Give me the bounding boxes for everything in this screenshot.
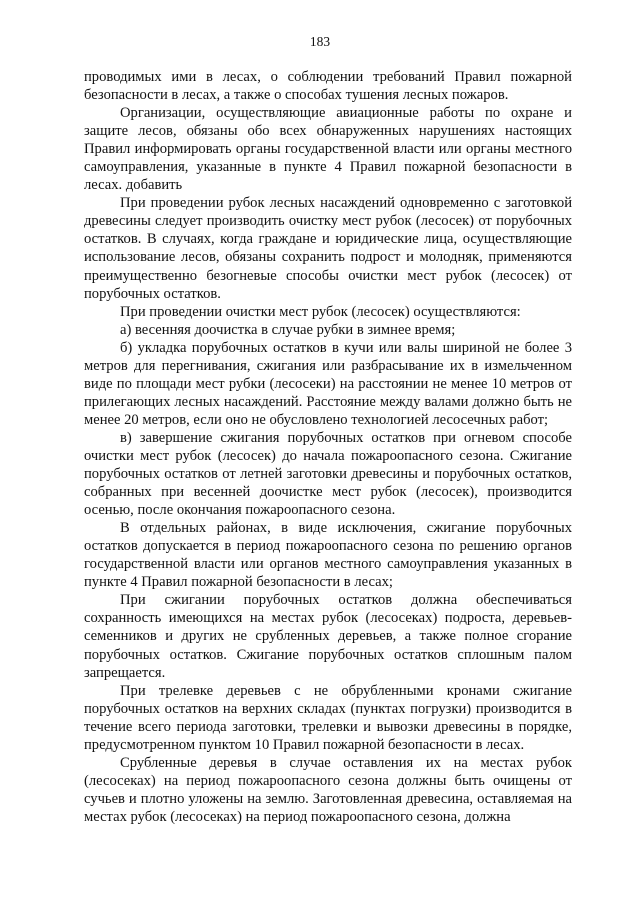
paragraph-item-v: в) завершение сжигания порубочных остатков при огневом способе очистки мест рубок (лесосек) до начала пожароопасного сезона. Сжигание порубочных остатков от летней заготовки древесины и порубочных остатков, собранных при весенней доочистке мест рубок (лесосек), производится осенью, после окончания пожароопасного сезона. bbox=[84, 429, 572, 519]
paragraph-item-b: б) укладка порубочных остатков в кучи или валы шириной не более 3 метров для перегнивания, сжигания или разбрасывание их в измельченном виде по площади мест рубки (лесосеки) на расстоянии не менее 10 метров от прилегающих лесных насаждений. Расстояние между валами должно быть не менее 20 метров, если оно не обусловлено технологией лесосечных работ; bbox=[84, 339, 572, 428]
paragraph-aviation-organizations: Организации, осуществляющие авиационные работы по охране и защите лесов, обязаны обо всех обнаруженных нарушениях настоящих Правил информировать органы государственной власти или органы местного самоуправления, указанные в пункте 4 Правил пожарной безопасности в лесах. добавить bbox=[84, 105, 572, 194]
paragraph-felled-trees: Срубленные деревья в случае оставления их на местах рубок (лесосеках) на период пожароопасного сезона должны быть очищены от сучьев и плотно уложены на землю. Заготовленная древесина, оставляемая на местах рубок (лесосеках) на период пожароопасного сезона, должна bbox=[84, 754, 572, 825]
paragraph-item-a: а) весенняя доочистка в случае рубки в зимнее время; bbox=[120, 321, 456, 338]
document-body bbox=[84, 68, 572, 826]
paragraph-exception-burning: В отдельных районах, в виде исключения, сжигание порубочных остатков допускается в период пожароопасного сезона по решению органов государственной власти или органов местного самоуправления указанных в пункте 4 Правил пожарной безопасности в лесах; bbox=[84, 520, 572, 591]
paragraph-fire-safety-compliance: проводимых ими в лесах, о соблюдении требований Правил пожарной безопасности в лесах, а также о способах тушения лесных пожаров. bbox=[84, 69, 572, 104]
paragraph-felling-cleanup: При проведении рубок лесных насаждений одновременно с заготовкой древесины следует производить очистку мест рубок (лесосек) от порубочных остатков. В случаях, когда граждане и юридические лица, осуществляющие использование лесов, обязаны сохранить подрост и молодняк, применяются преимущественно безогневые способы очистки мест рубок (лесосек) от порубочных остатков. bbox=[84, 195, 572, 302]
paragraph-cleanup-intro: При проведении очистки мест рубок (лесосек) осуществляются: bbox=[120, 303, 521, 320]
page-number: 183 bbox=[309, 34, 331, 49]
paragraph-burning-safety: При сжигании порубочных остатков должна обеспечиваться сохранность имеющихся на местах рубок (лесосеках) подроста, деревьев-семенников и других не срубленных деревьев, а также полное сгорание порубочных остатков. Сжигание порубочных остатков сплошным палом запрещается. bbox=[84, 592, 572, 681]
paragraph-skidding-burning: При трелевке деревьев с не обрубленными кронами сжигание порубочных остатков на верхних складах (пунктах погрузки) производится в течение всего периода заготовки, трелевки и вывозки древесины в порядке, предусмотренном пунктом 10 Правил пожарной безопасности в лесах. bbox=[84, 682, 572, 753]
